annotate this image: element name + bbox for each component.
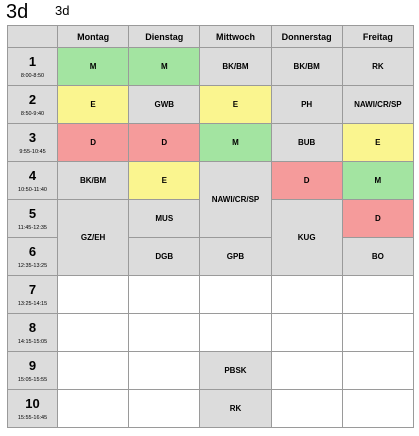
lesson-cell[interactable]: E xyxy=(58,86,129,124)
period-row-1 xyxy=(8,48,414,86)
class-label: 3d xyxy=(55,3,70,18)
period-time: 8:50-9:40 xyxy=(20,110,45,117)
empty-cell[interactable] xyxy=(342,352,413,390)
lesson-cell[interactable]: BK/BM xyxy=(271,48,342,86)
empty-cell[interactable] xyxy=(58,390,129,428)
empty-cell[interactable] xyxy=(200,276,271,314)
lesson-cell[interactable]: PBSK xyxy=(200,352,271,390)
empty-cell[interactable] xyxy=(58,314,129,352)
lesson-cell[interactable]: MUS xyxy=(129,200,200,238)
period-time: 12:35-13:25 xyxy=(17,262,48,269)
period-number: 10 xyxy=(25,395,40,411)
period-row-9 xyxy=(8,352,414,390)
timetable xyxy=(7,25,414,428)
period-row-3 xyxy=(8,124,414,162)
period-row-10 xyxy=(8,390,414,428)
empty-cell[interactable] xyxy=(129,390,200,428)
period-row-7 xyxy=(8,276,414,314)
lesson-cell[interactable]: GZ/EH xyxy=(58,200,129,276)
corner-cell xyxy=(8,26,58,48)
empty-cell[interactable] xyxy=(271,276,342,314)
period-row-8 xyxy=(8,314,414,352)
empty-cell[interactable] xyxy=(271,352,342,390)
lesson-cell[interactable]: PH xyxy=(271,86,342,124)
period-number: 5 xyxy=(28,205,37,221)
lesson-cell[interactable]: NAWI/CR/SP xyxy=(200,162,271,238)
day-header-donnerstag: Donnerstag xyxy=(271,26,342,48)
period-label-9 xyxy=(8,352,58,390)
period-label-1 xyxy=(8,48,58,86)
empty-cell[interactable] xyxy=(200,314,271,352)
lesson-cell[interactable]: BUB xyxy=(271,124,342,162)
lesson-cell[interactable]: GPB xyxy=(200,238,271,276)
period-number: 8 xyxy=(28,319,37,335)
empty-cell[interactable] xyxy=(58,276,129,314)
period-number: 3 xyxy=(28,129,37,145)
period-time: 9:55-10:45 xyxy=(19,148,46,155)
empty-cell[interactable] xyxy=(271,390,342,428)
empty-cell[interactable] xyxy=(129,276,200,314)
lesson-cell[interactable]: NAWI/CR/SP xyxy=(342,86,413,124)
empty-cell[interactable] xyxy=(342,390,413,428)
day-header-freitag: Freitag xyxy=(342,26,413,48)
period-number: 6 xyxy=(28,243,37,259)
empty-cell[interactable] xyxy=(129,352,200,390)
period-label-7 xyxy=(8,276,58,314)
lesson-cell[interactable]: BK/BM xyxy=(200,48,271,86)
lesson-cell[interactable]: M xyxy=(58,48,129,86)
day-header-montag: Montag xyxy=(58,26,129,48)
lesson-cell[interactable]: KUG xyxy=(271,200,342,276)
empty-cell[interactable] xyxy=(129,314,200,352)
lesson-cell[interactable]: D xyxy=(342,200,413,238)
period-label-10 xyxy=(8,390,58,428)
period-label-5 xyxy=(8,200,58,238)
lesson-cell[interactable]: M xyxy=(129,48,200,86)
lesson-cell[interactable]: RK xyxy=(342,48,413,86)
period-time: 11:45-12:35 xyxy=(18,224,47,231)
period-number: 2 xyxy=(28,91,37,107)
period-label-8 xyxy=(8,314,58,352)
period-number: 9 xyxy=(28,357,37,373)
period-number: 4 xyxy=(28,167,37,183)
empty-cell[interactable] xyxy=(342,276,413,314)
day-header-mittwoch: Mittwoch xyxy=(200,26,271,48)
lesson-cell[interactable]: D xyxy=(271,162,342,200)
lesson-cell[interactable]: BO xyxy=(342,238,413,276)
period-label-6 xyxy=(8,238,58,276)
lesson-cell[interactable]: E xyxy=(200,86,271,124)
period-number: 7 xyxy=(28,281,37,297)
page-title: 3d xyxy=(6,1,29,23)
period-label-4 xyxy=(8,162,58,200)
lesson-cell[interactable]: DGB xyxy=(129,238,200,276)
lesson-cell[interactable]: M xyxy=(342,162,413,200)
header-row xyxy=(8,26,414,48)
lesson-cell[interactable]: BK/BM xyxy=(58,162,129,200)
empty-cell[interactable] xyxy=(58,352,129,390)
period-time: 8:00-8:50 xyxy=(20,72,45,79)
empty-cell[interactable] xyxy=(342,314,413,352)
empty-cell[interactable] xyxy=(271,314,342,352)
period-time: 10:50-11:40 xyxy=(18,186,47,193)
period-label-2 xyxy=(8,86,58,124)
period-row-4 xyxy=(8,162,414,200)
period-time: 15:05-15:55 xyxy=(17,376,48,383)
lesson-cell[interactable]: GWB xyxy=(129,86,200,124)
period-time: 15:55-16:45 xyxy=(17,414,48,421)
period-row-2 xyxy=(8,86,414,124)
period-time: 13:25-14:15 xyxy=(17,300,48,307)
lesson-cell[interactable]: D xyxy=(58,124,129,162)
lesson-cell[interactable]: RK xyxy=(200,390,271,428)
period-label-3 xyxy=(8,124,58,162)
lesson-cell[interactable]: D xyxy=(129,124,200,162)
lesson-cell[interactable]: M xyxy=(200,124,271,162)
period-time: 14:15-15:05 xyxy=(17,338,48,345)
lesson-cell[interactable]: E xyxy=(342,124,413,162)
day-header-dienstag: Dienstag xyxy=(129,26,200,48)
period-number: 1 xyxy=(28,53,37,69)
lesson-cell[interactable]: E xyxy=(129,162,200,200)
